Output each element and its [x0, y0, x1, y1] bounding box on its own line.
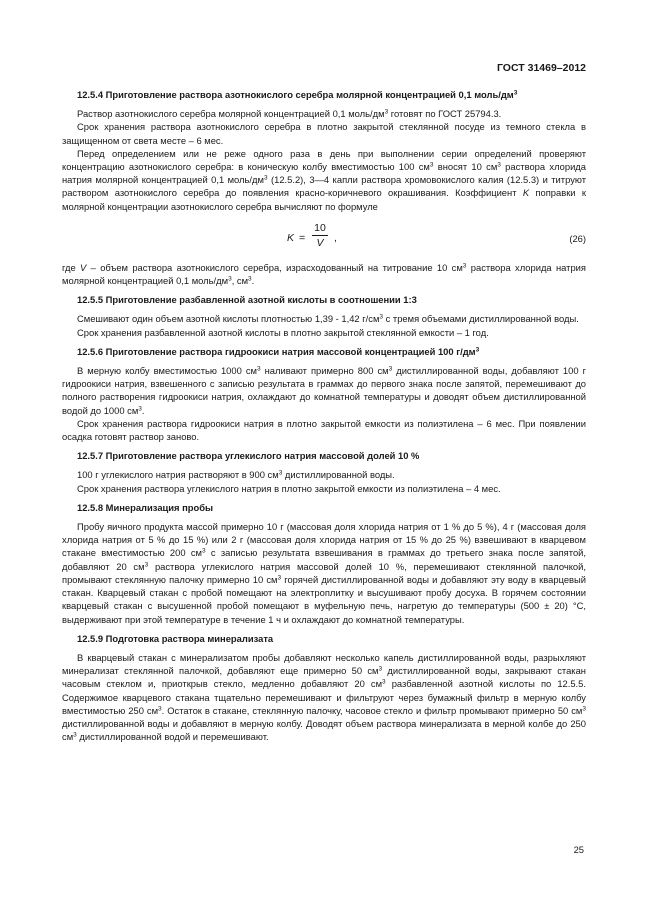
paragraph: Срок хранения раствора гидроокиси натрия в плотно закрытой емкости из полиэтилена – 6 мес. При появлении осадка готовят раствор заново.: [62, 417, 586, 443]
formula-fraction: [312, 222, 328, 250]
paragraph: Пробу яичного продукта массой примерно 10 г (массовая доля хлорида натрия от 1 % до 5 %), 4 г (массовая доля хлорида натрия от 5 % до 15 %) или 2 г (массовая доля хлорида натрия от 15 % до 25 %) взвешивают в кварцевом стакане вместимостью 200 $см^3$ с записью результата взвешивания в граммах до третьего знака после запятой, добавляют 20 $см^3$ раствора углекислого натрия массовой долей 10 %, перемешивают стеклянной палочкой, промывают стеклянную палочку примерно 10 $см^3$ горячей дистиллированной воды и добавляют эту воду в кварцевый стакан. Кварцевый стакан с пробой помещают на электроплитку и высушивают пробу досуха. В горячем состоянии кварцевый стакан с высушенной пробой помещают в муфельную печь, нагретую до температуры (500 ± 20) °С, выдерживают при этой температуре в течение 1 ч и охлаждают до комнатной температуры.: [62, 521, 586, 625]
paragraph: Срок хранения разбавленной азотной кислоты в плотно закрытой стеклянной емкости – 1 год.: [77, 326, 489, 338]
formula-legend: где V – объем раствора азотнокислого серебра, израсходованный на титрование 10 $см^3$ раствора хлорида натрия молярной концентрацией 0,1 моль/$дм^3$, $см^3$.: [62, 261, 586, 287]
formula-number: (26): [569, 232, 586, 244]
paragraph: В мерную колбу вместимостью 1000 $см^3$ наливают примерно 800 $см^3$ дистиллированной воды, добавляют 100 г гидроокиси натрия, взвешенного с записью результата в граммах до первого знака после запятой, перемешивают до полного растворения гидроокиси натрия, охлаждают до комнатной температуры и доводят объем дистиллированной водой до 1000 $см^3$.: [62, 365, 586, 416]
paragraph: 100 г углекислого натрия растворяют в 900 $см^3$ дистиллированной воды.: [77, 469, 395, 481]
paragraph: Перед определением или не реже одного раза в день при выполнении серии определений проверяют концентрацию азотнокислого серебра: в коническую колбу вместимостью 100 $см^3$ вносят 10 $см^3$ раствора хлорида натрия молярной концентрацией 0,1 моль/$дм^3$ (12.5.2), 3—4 капли раствора хромовокислого калия (12.5.3) и титруют раствором азотнокислого серебра до появления красно-коричневого окрашивания. Коэффициент K поправки к молярной концентрации азотнокислого серебра вычисляют по формуле: [62, 147, 586, 212]
formula-lhs: K: [287, 231, 295, 244]
page-number: 25: [573, 844, 584, 855]
paragraph: Смешивают один объем азотной кислоты плотностью 1,39 - 1,42 $г/см^3$ с тремя объемами дистиллированной воды.: [77, 313, 579, 325]
section-heading-12-5-9: 12.5.9 Подготовка раствора минерализата: [77, 632, 274, 644]
paragraph: Срок хранения раствора углекислого натрия в плотно закрытой емкости из полиэтилена – 4 мес.: [77, 482, 501, 494]
formula-26: K = 10 V , (26): [287, 221, 586, 249]
fraction-bar: [312, 235, 328, 236]
fraction-numerator: 10: [314, 221, 326, 234]
section-heading-12-5-5: 12.5.5 Приготовление разбавленной азотной кислоты в соотношении 1:3: [77, 294, 417, 306]
fraction-denominator: V: [316, 236, 324, 249]
document-id: ГОСТ 31469–2012: [496, 62, 586, 74]
section-heading-12-5-6: 12.5.6 Приготовление раствора гидроокиси натрия массовой концентрацией 100 $г/дм^3$: [77, 345, 480, 357]
paragraph: Раствор азотнокислого серебра молярной концентрацией 0,1 моль/$дм^3$ готовят по ГОСТ 25794.3.: [77, 108, 502, 120]
section-heading-12-5-4: 12.5.4 Приготовление раствора азотнокислого серебра молярной концентрацией 0,1 моль/$дм^3$: [77, 89, 518, 100]
section-heading-12-5-8: 12.5.8 Минерализация пробы: [77, 501, 214, 513]
page-content: [62, 88, 586, 743]
formula-equals: =: [299, 231, 306, 244]
paragraph: В кварцевый стакан с минерализатом пробы добавляют несколько капель дистиллированной воды, разрыхляют минерализат стеклянной палочкой, добавляют еще примерно 50 $см^3$ дистиллированной воды, закрывают стакан часовым стеклом и, приоткрыв стекло, медленно добавляют 20 $см^3$ разбавленной азотной кислоты по 12.5.5. Содержимое кварцевого стакана тщательно перемешивают и фильтруют через бумажный фильтр в мерную колбу вместимостью 250 $см^3$. Остаток в стакане, стеклянную палочку, часовое стекло и фильтр промывают примерно 50 $см^3$ дистиллированной воды и добавляют в мерную колбу. Доводят объем раствора минерализата в мерной колбе до 250 $см^3$ дистиллированной водой и перемешивают.: [62, 651, 586, 743]
paragraph: Срок хранения раствора азотнокислого серебра в плотно закрытой стеклянной посуде из темного стекла в защищенном от света месте – 6 мес.: [62, 121, 586, 146]
section-heading-12-5-7: 12.5.7 Приготовление раствора углекислого натрия массовой долей 10 %: [77, 450, 420, 462]
